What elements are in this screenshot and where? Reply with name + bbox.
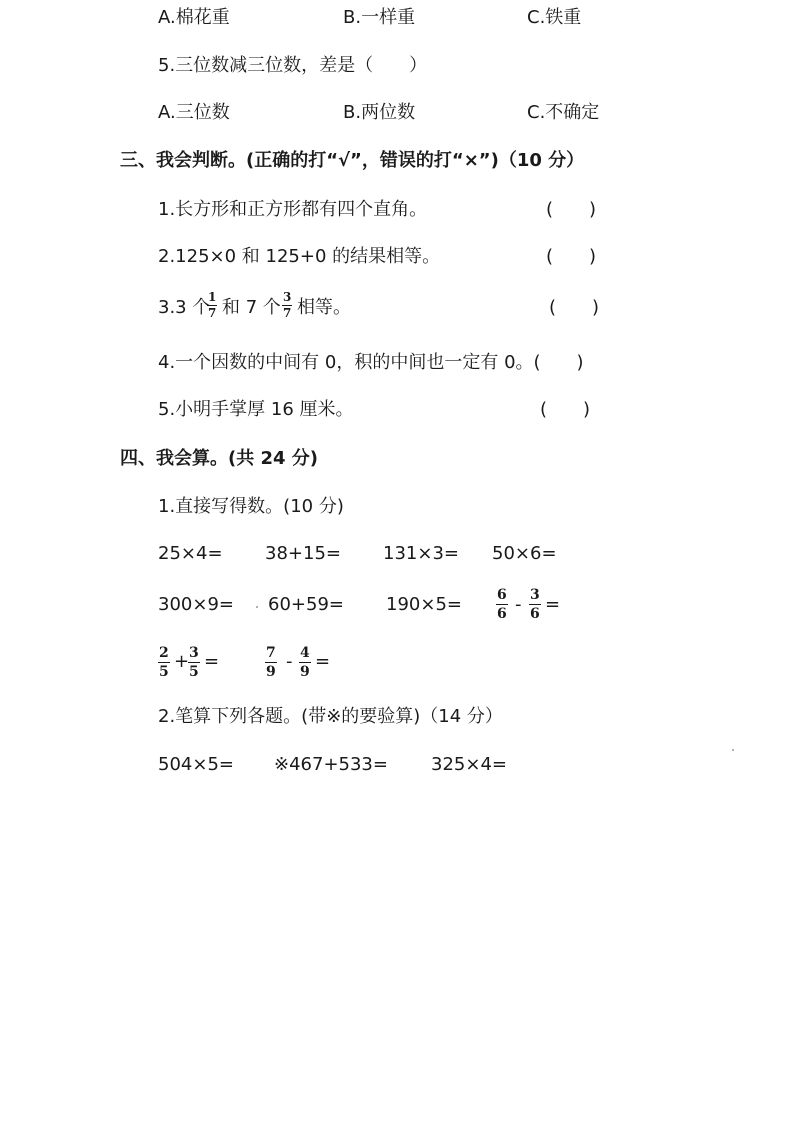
judge-paren-3: ( ) xyxy=(549,297,600,318)
fraction-six-sixths: 6 6 xyxy=(497,587,507,622)
judge-item-4: 4.一个因数的中间有 0，积的中间也一定有 0。( ) xyxy=(158,352,584,373)
calc-item: 300×9= xyxy=(158,594,234,615)
fraction-four-ninths: 4 9 xyxy=(300,645,310,680)
fraction-two-fifths: 2 5 xyxy=(159,645,169,680)
calc-item: 38+15= xyxy=(265,543,341,564)
calc-item: 60+59= xyxy=(268,594,344,615)
judge-item-3-pre: 3.3 个 xyxy=(158,297,211,318)
written-calc-item: 325×4= xyxy=(431,754,507,775)
calc-item: 25×4= xyxy=(158,543,223,564)
judge-item-3-post: 相等。 xyxy=(297,297,351,318)
minus-sign: - xyxy=(286,651,293,672)
calc-item: 131×3= xyxy=(383,543,459,564)
scan-speck xyxy=(732,749,734,751)
judge-item-5: 5.小明手掌厚 16 厘米。 xyxy=(158,399,354,420)
section3-title: 三、我会判断。(正确的打“√”，错误的打“×”)（10 分） xyxy=(120,150,585,171)
judge-paren-1: ( ) xyxy=(546,199,597,220)
plus-sign: + xyxy=(174,651,190,672)
written-calc-item: 504×5= xyxy=(158,754,234,775)
section4-sub1: 1.直接写得数。(10 分) xyxy=(158,496,344,517)
judge-paren-2: ( ) xyxy=(546,246,597,267)
fraction-three-sixths: 3 6 xyxy=(530,587,540,622)
q4-option-b: B.一样重 xyxy=(343,7,416,28)
section4-sub2: 2.笔算下列各题。(带※的要验算)（14 分） xyxy=(158,706,503,727)
calc-item: 190×5= xyxy=(386,594,462,615)
q5-option-c: C.不确定 xyxy=(527,102,600,123)
scan-speck xyxy=(256,606,258,608)
equals-sign: = xyxy=(204,651,220,672)
judge-paren-5: ( ) xyxy=(540,399,591,420)
calc-item: 50×6= xyxy=(492,543,557,564)
equals-sign: = xyxy=(545,594,561,615)
fraction-three-sevenths: 3 7 xyxy=(283,290,292,320)
judge-item-3-mid: 和 7 个 xyxy=(222,297,281,318)
q5-option-a: A.三位数 xyxy=(158,102,230,123)
fraction-seven-ninths: 7 9 xyxy=(266,645,276,680)
fraction-one-seventh: 1 7 xyxy=(208,290,217,320)
q5-text: 5.三位数减三位数，差是（ ） xyxy=(158,55,428,76)
q5-option-b: B.两位数 xyxy=(343,102,416,123)
q4-option-c: C.铁重 xyxy=(527,7,582,28)
section4-title: 四、我会算。(共 24 分) xyxy=(120,448,319,469)
judge-item-1: 1.长方形和正方形都有四个直角。 xyxy=(158,199,428,220)
minus-sign: - xyxy=(515,594,522,615)
q4-option-a: A.棉花重 xyxy=(158,7,230,28)
judge-item-2: 2.125×0 和 125+0 的结果相等。 xyxy=(158,246,441,267)
fraction-three-fifths: 3 5 xyxy=(189,645,199,680)
written-calc-item: ※467+533= xyxy=(274,754,388,775)
equals-sign: = xyxy=(315,651,331,672)
